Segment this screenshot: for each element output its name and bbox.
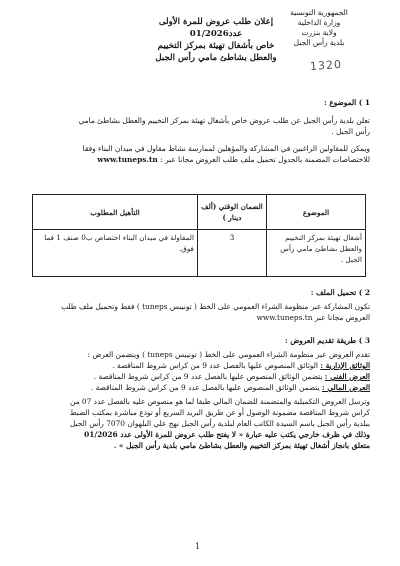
financial-offer-line	[25, 382, 370, 393]
section-1-para-2b-text: للاختصاصات المضمنة بالجدول تحميل ملف طلب العروض مجانا عبر :	[160, 155, 370, 164]
section-download	[25, 287, 370, 323]
section-1-para-2b	[25, 154, 370, 165]
admin-docs-text: الوثائق المنصوص عليها بالفصل عدد 9 من كراس شروط المناقصة .	[112, 361, 318, 370]
cell-guarantee: 3	[198, 230, 267, 277]
col-guarantee: الضمان الوقتي (ألف دينار )	[198, 195, 267, 230]
submission-para-c: ببلدية رأس الجبل باسم السيدة الكاتب العام لبلدية رأس الجبل نهج علي البلهوان 7070 رأس الجبل	[69, 419, 370, 428]
cell-qualification: المقاولة في ميدان البناء اختصاص ب0 صنف 1 فما فوق.	[33, 230, 198, 277]
section-2-para-1: تكون المشاركة عبر منظومة الشراء العمومي على الخط ( تونيبس tuneps ) فقط وتحميل ملف طلب	[61, 302, 370, 311]
table-row	[33, 230, 366, 277]
admin-docs-line	[25, 360, 370, 371]
technical-offer-line	[25, 371, 370, 382]
section-1-title: 1 ) الموضوع :	[324, 98, 370, 107]
page-number: 1	[195, 542, 201, 551]
title-line-4: والعطل بشاطئ مامي رأس الجبل	[155, 53, 277, 63]
section-3-title: 3 ) طريقة تقديم العروض :	[284, 336, 370, 345]
table-header-row	[33, 195, 366, 230]
section-2-para-2: العروض مجانا عبر www.tuneps.tn	[256, 313, 370, 322]
section-subject	[25, 97, 370, 165]
tuneps-link[interactable]: www.tuneps.tn	[97, 155, 158, 164]
col-subject: الموضوع	[267, 195, 366, 230]
header-republic: الجمهورية التونسية	[290, 8, 348, 17]
financial-offer-text: يتضمن الوثائق المنصوص عليها بالفصل عدد 9 من كراس شروط المناقصة .	[90, 383, 320, 392]
lots-table	[32, 194, 366, 277]
section-1-para-1b: رأس الجبل .	[331, 127, 370, 136]
submission-para-d: وذلك في ظرف خارجي يكتب عليه عبارة « لا يفتح طلب عروض للمرة الأولى عدد 01/2026	[84, 430, 370, 439]
header-municipality: بلدية رأس الجبل	[293, 38, 345, 47]
header-ministry: وزارة الداخلية	[297, 18, 341, 27]
section-3-intro: تقدم العروض عبر منظومة الشراء العمومي على الخط ( تونيبس tuneps ) ويتضمن العرض :	[87, 350, 370, 359]
section-submission	[25, 335, 370, 451]
handwritten-reference: 1320	[309, 57, 343, 74]
submission-para-b: كراس شروط المناقصة مضمونة الوصول أو عن طريق البريد السريع أو تودع مباشرة بمكتب الضبط	[69, 408, 370, 417]
title-line-1: إعلان طلب عروض للمرة الأولى	[158, 17, 274, 27]
section-1-para-2a: ويمكن للمقاولين الراغبين في المشاركة والمؤهلين لممارسة نشاط مقاول في ميدان البناء وفقا	[82, 144, 370, 153]
cell-subject: أشغال تهيئة بمركز التخييم والعطل بشاطئ مامي رأس الجبل .	[267, 230, 366, 277]
technical-offer-label: العرض الفني :	[324, 372, 370, 381]
announcement-title	[116, 16, 316, 64]
title-line-2: عدد01/2026	[189, 29, 243, 39]
technical-offer-text: يتضمن الوثائق المنصوص عليها بالفصل عدد 9 من كراس شروط المناقصة .	[93, 372, 323, 381]
section-1-para-1a: تعلن بلدية رأس الجبل عن طلب عروض خاص بأشغال تهيئة بمركز التخييم والعطل بشاطئ مامي	[78, 116, 370, 125]
submission-para-a: وترسل العروض التكميلية والمتضمنة للضمان المالي طبقا لما هو منصوص عليه بالفصل عدد 07 من	[69, 397, 370, 406]
section-2-title: 2 ) تحميل الملف :	[310, 288, 370, 297]
submission-para-e: متعلق بانجاز أشغال تهيئة بمركز التخييم والعطل بشاطئ مامي بلدية رأس الجبل » .	[113, 441, 370, 450]
col-qualification: التأهيل المطلوب	[33, 195, 198, 230]
admin-docs-label: الوثائق الإدارية :	[320, 361, 370, 370]
title-line-3: خاص بأشغال تهيئة بمركز التخييم	[157, 41, 275, 51]
header-governorate: ولاية بنزرت	[301, 28, 337, 37]
financial-offer-label: العرض المالي :	[322, 383, 370, 392]
